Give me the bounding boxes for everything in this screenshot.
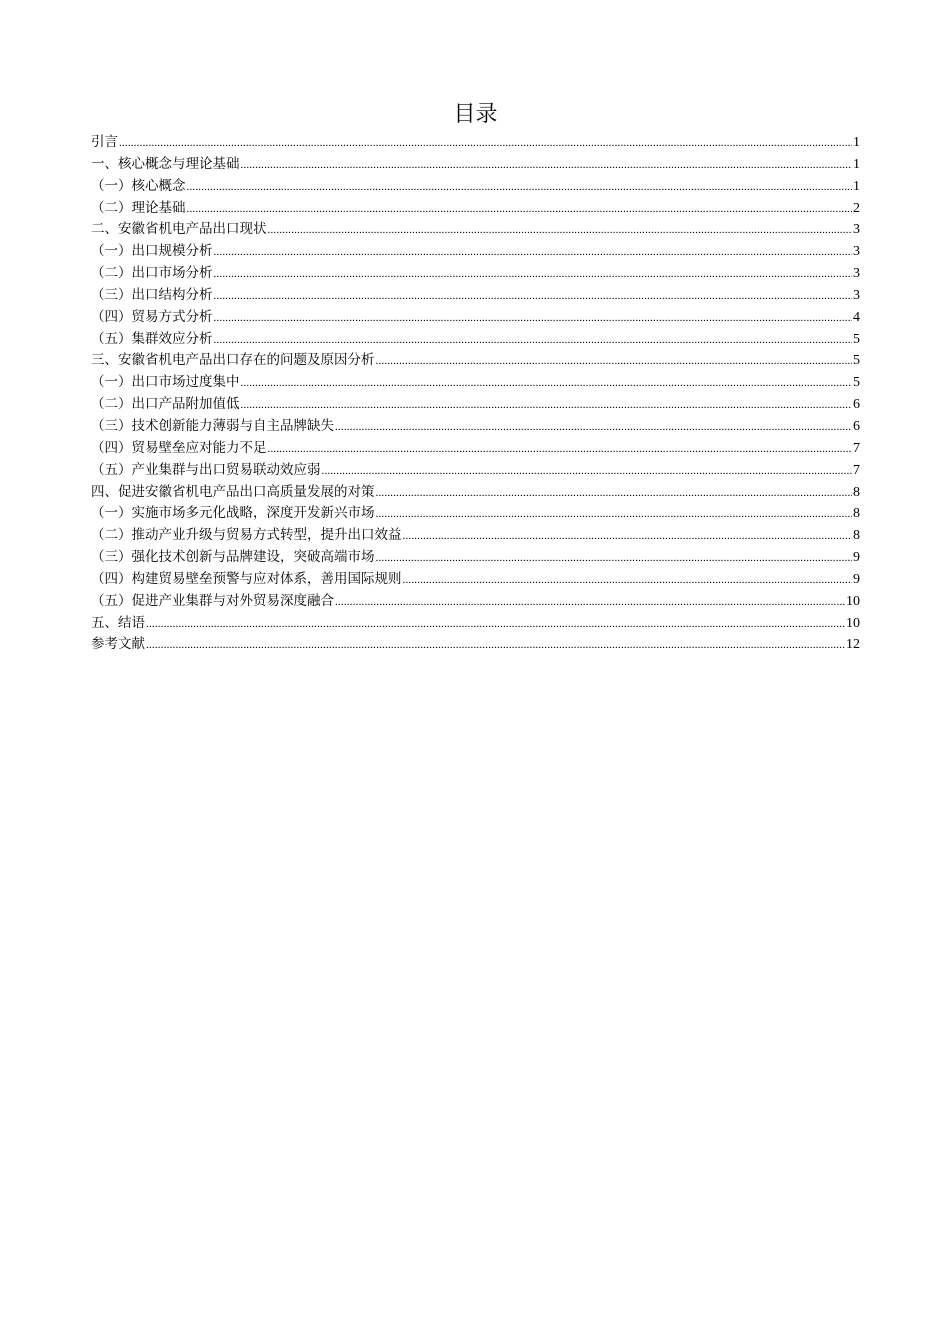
toc-page-number: 8 xyxy=(853,506,860,522)
toc-entry[interactable] xyxy=(91,372,860,394)
toc-page-number: 3 xyxy=(853,266,860,282)
toc-dot-leader xyxy=(214,242,853,264)
toc-dot-leader xyxy=(376,483,853,505)
toc-page-number: 7 xyxy=(853,440,860,456)
toc-entry[interactable] xyxy=(91,350,860,372)
toc-entry-title: 三、安徽省机电产品出口存在的问题及原因分析 xyxy=(91,352,375,369)
toc-entry[interactable] xyxy=(91,569,860,591)
toc-page xyxy=(91,98,860,656)
toc-page-number: 6 xyxy=(853,397,860,413)
toc-entry[interactable] xyxy=(91,591,860,613)
toc-dot-leader xyxy=(322,461,853,483)
toc-dot-leader xyxy=(214,330,853,352)
toc-entry-title: （一）出口规模分析 xyxy=(91,243,213,260)
toc-dot-leader xyxy=(214,308,853,330)
toc-dot-leader xyxy=(146,614,845,636)
toc-entry[interactable] xyxy=(91,132,860,154)
toc-page-number: 5 xyxy=(853,353,860,369)
toc-dot-leader xyxy=(376,504,853,526)
toc-entry[interactable] xyxy=(91,460,860,482)
toc-entry[interactable] xyxy=(91,285,860,307)
toc-page-number: 3 xyxy=(853,287,860,303)
toc-dot-leader xyxy=(403,526,853,548)
toc-entry[interactable] xyxy=(91,503,860,525)
toc-dot-leader xyxy=(335,592,845,614)
toc-entry[interactable] xyxy=(91,198,860,220)
toc-list xyxy=(91,132,860,656)
toc-dot-leader xyxy=(376,548,853,570)
toc-page-number: 9 xyxy=(853,571,860,587)
toc-dot-leader xyxy=(119,133,852,155)
toc-entry[interactable] xyxy=(91,634,860,656)
toc-entry-title: （三）强化技术创新与品牌建设，突破高端市场 xyxy=(91,549,375,566)
toc-entry-title: （三）出口结构分析 xyxy=(91,286,213,303)
toc-entry-title: （一）出口市场过度集中 xyxy=(91,374,240,391)
toc-entry-title: （四）贸易壁垒应对能力不足 xyxy=(91,439,267,456)
toc-entry-title: 参考文献 xyxy=(91,636,145,653)
toc-entry-title: （一）实施市场多元化战略，深度开发新兴市场 xyxy=(91,505,375,522)
toc-dot-leader xyxy=(403,570,853,592)
toc-page-number: 10 xyxy=(846,615,860,631)
toc-entry[interactable] xyxy=(91,176,860,198)
toc-entry-title: 一、核心概念与理论基础 xyxy=(91,155,240,172)
toc-page-number: 5 xyxy=(853,331,860,347)
toc-page-number: 10 xyxy=(846,593,860,609)
toc-page-number: 3 xyxy=(853,222,860,238)
toc-entry[interactable] xyxy=(91,482,860,504)
toc-page-number: 5 xyxy=(853,375,860,391)
toc-dot-leader xyxy=(187,177,853,199)
toc-page-number: 1 xyxy=(853,178,860,194)
toc-page-number: 6 xyxy=(853,418,860,434)
toc-entry-title: （五）集群效应分析 xyxy=(91,330,213,347)
toc-entry[interactable] xyxy=(91,307,860,329)
toc-entry-title: （三）技术创新能力薄弱与自主品牌缺失 xyxy=(91,417,334,434)
toc-entry-title: （二）出口市场分析 xyxy=(91,265,213,282)
toc-page-number: 7 xyxy=(853,462,860,478)
toc-dot-leader xyxy=(241,373,853,395)
toc-page-number: 1 xyxy=(853,156,860,172)
toc-entry-title: （二）出口产品附加值低 xyxy=(91,396,240,413)
toc-entry-title: 五、结语 xyxy=(91,614,145,631)
toc-dot-leader xyxy=(214,264,853,286)
toc-dot-leader xyxy=(214,286,853,308)
toc-dot-leader xyxy=(335,417,852,439)
toc-entry[interactable] xyxy=(91,438,860,460)
toc-page-number: 1 xyxy=(853,135,860,150)
toc-entry-title: 二、安徽省机电产品出口现状 xyxy=(91,221,267,238)
toc-entry-title: （四）贸易方式分析 xyxy=(91,308,213,325)
toc-entry[interactable] xyxy=(91,394,860,416)
toc-entry-title: 引言 xyxy=(91,134,118,150)
toc-dot-leader xyxy=(241,395,853,417)
toc-entry-title: 四、促进安徽省机电产品出口高质量发展的对策 xyxy=(91,483,375,500)
toc-entry[interactable] xyxy=(91,219,860,241)
toc-page-number: 9 xyxy=(853,550,860,566)
toc-dot-leader xyxy=(187,199,853,221)
toc-page-number: 4 xyxy=(853,309,860,325)
toc-entry[interactable] xyxy=(91,154,860,176)
toc-dot-leader xyxy=(268,439,853,461)
toc-page-number: 8 xyxy=(853,528,860,544)
toc-entry[interactable] xyxy=(91,547,860,569)
toc-entry-title: （二）推动产业升级与贸易方式转型，提升出口效益 xyxy=(91,527,402,544)
toc-entry[interactable] xyxy=(91,241,860,263)
toc-entry-title: （五）促进产业集群与对外贸易深度融合 xyxy=(91,592,334,609)
toc-page-number: 12 xyxy=(846,637,860,653)
toc-page-number: 8 xyxy=(853,484,860,500)
toc-entry[interactable] xyxy=(91,416,860,438)
toc-entry[interactable] xyxy=(91,329,860,351)
toc-entry-title: （一）核心概念 xyxy=(91,177,186,194)
toc-entry-title: （五）产业集群与出口贸易联动效应弱 xyxy=(91,461,321,478)
toc-page-number: 3 xyxy=(853,244,860,260)
toc-page-number: 2 xyxy=(853,200,860,216)
toc-entry[interactable] xyxy=(91,613,860,635)
toc-entry[interactable] xyxy=(91,525,860,547)
toc-entry[interactable] xyxy=(91,263,860,285)
toc-entry-title: （四）构建贸易壁垒预警与应对体系，善用国际规则 xyxy=(91,570,402,587)
toc-dot-leader xyxy=(241,155,853,177)
toc-entry-title: （二）理论基础 xyxy=(91,199,186,216)
toc-dot-leader xyxy=(268,220,853,242)
toc-dot-leader xyxy=(146,635,845,657)
toc-title: 目录 xyxy=(453,102,498,127)
toc-dot-leader xyxy=(376,351,853,373)
